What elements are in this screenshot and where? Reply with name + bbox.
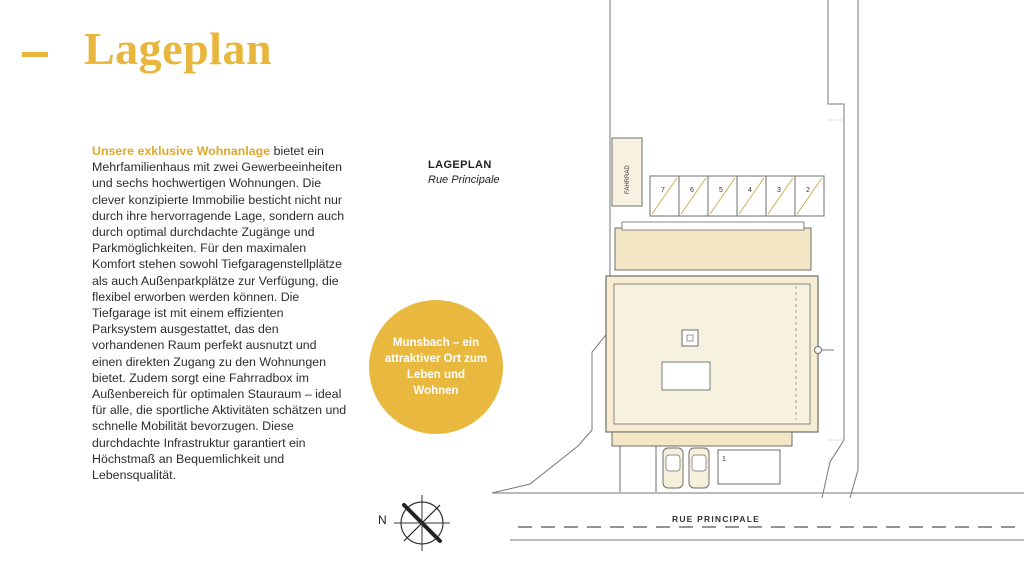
plan-caption-title: LAGEPLAN <box>428 159 492 171</box>
site-plan-drawing <box>470 0 1024 576</box>
description-lead: Unsere exklusive Wohnanlage <box>92 144 271 158</box>
compass-north-label: N <box>378 513 387 527</box>
description-text <box>92 143 348 483</box>
bike-box <box>612 138 642 206</box>
title-dash-icon <box>22 52 48 57</box>
outdoor-parking-number: 1 <box>722 456 726 463</box>
location-badge-text: Munsbach – ein attraktiver Ort zum Leben und Wohnen <box>384 337 488 397</box>
parking-number: 4 <box>748 187 752 194</box>
parking-row-top <box>650 176 824 216</box>
bike-box-label: FAHRRAD <box>625 165 631 194</box>
page-title: Lageplan <box>84 23 273 74</box>
outdoor-cars <box>663 448 709 488</box>
description-paragraph <box>92 143 348 483</box>
parking-number: 6 <box>690 187 694 194</box>
driveway <box>620 446 656 492</box>
parking-number: 2 <box>806 187 810 194</box>
building-lower-band <box>612 432 792 446</box>
parking-number: 5 <box>719 187 723 194</box>
parking-number: 7 <box>661 187 665 194</box>
description-rest: bietet ein Mehrfamilienhaus mit zwei Gewerbeeinheiten und sechs hochwertigen Wohnungen. Die clever konzipierte Immobilie besticht nicht nur durch ihre hervorragende Lage, sondern auch durch optimal durchdachte Zugänge und Parkmöglichkeiten. Für den maximalen Komfort stehen sowohl Tiefgaragenstellplätze als auch Außenparkplätze zur Verfügung, die flexibel erworben werden können. Die Tiefgarage ist mit einem effizienten Parksystem ausgestattet, das den vorhandenen Raum perfekt ausnutzt und einen direkten Zugang zu den Wohnungen bietet. Zudem sorgt eine Fahrradbox im Außenbereich für optimalen Stauraum – ideal für alle, die sportliche Aktivitäten schätzen und schnelle Mobilität bevorzugen. Diese durchdachte Infrastruktur garantiert ein Höchstmaß an Bequemlichkeit und Lebensqualität. <box>92 144 347 483</box>
compass-rose <box>378 487 458 563</box>
outdoor-parking-stall <box>718 450 780 484</box>
plan-caption-subtitle: Rue Principale <box>428 174 500 186</box>
building-upper <box>615 222 811 270</box>
parking-number: 3 <box>777 187 781 194</box>
building-main <box>606 276 834 432</box>
street-label: RUE PRINCIPALE <box>672 514 760 524</box>
